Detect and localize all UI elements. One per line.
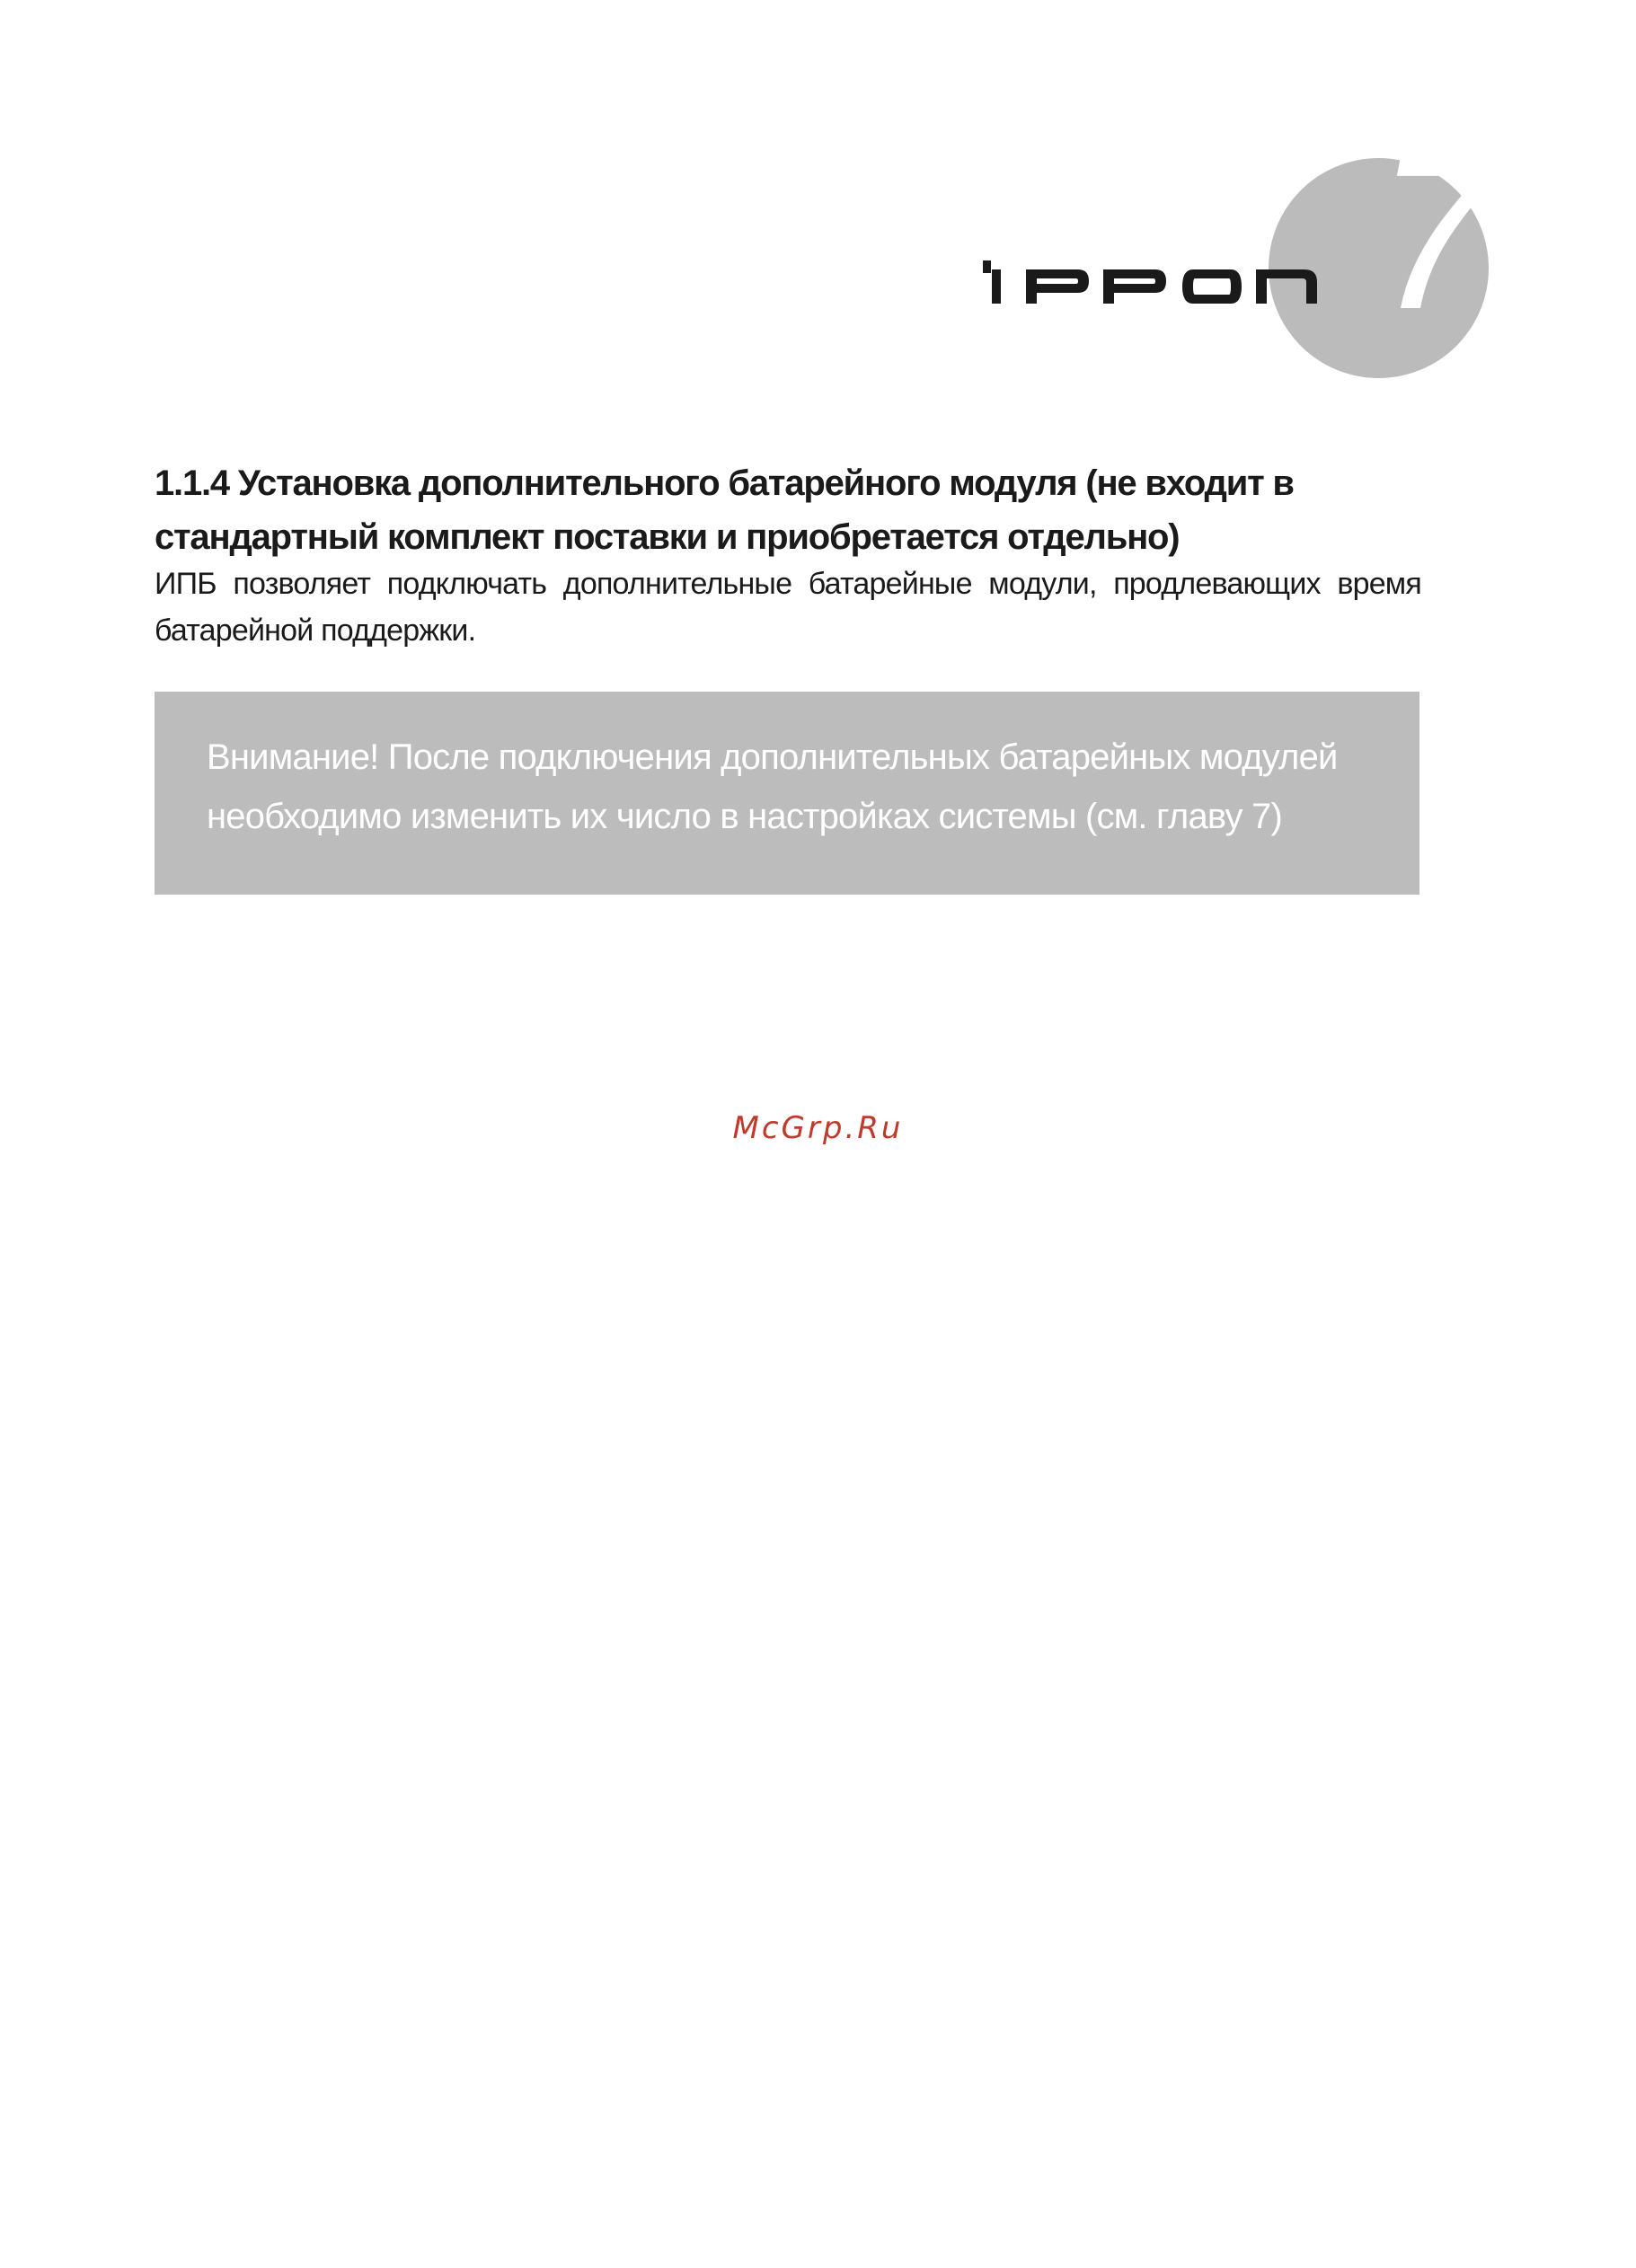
- ippon-logo: [979, 252, 1321, 305]
- intro-paragraph: ИПБ позволяет подключать дополнительные батарейные модули, продлевающих время батарейной поддержки.: [155, 567, 1421, 648]
- chapter-number: 7: [1375, 113, 1491, 354]
- section-title: 1.1.4 Установка дополнительного батарейного модуля (не входит в стандартный комплект поставки и приобретается отдельно): [155, 463, 1294, 557]
- warning-text: Внимание! После подключения дополнительных батарейных модулей необходимо изменить их число в настройках системы (см. главу 7): [207, 737, 1338, 836]
- warning-box: [155, 692, 1419, 895]
- watermark: McGrp.Ru: [732, 1110, 904, 1146]
- page-header: [0, 0, 1636, 395]
- ippon-logo-icon: [979, 252, 1321, 305]
